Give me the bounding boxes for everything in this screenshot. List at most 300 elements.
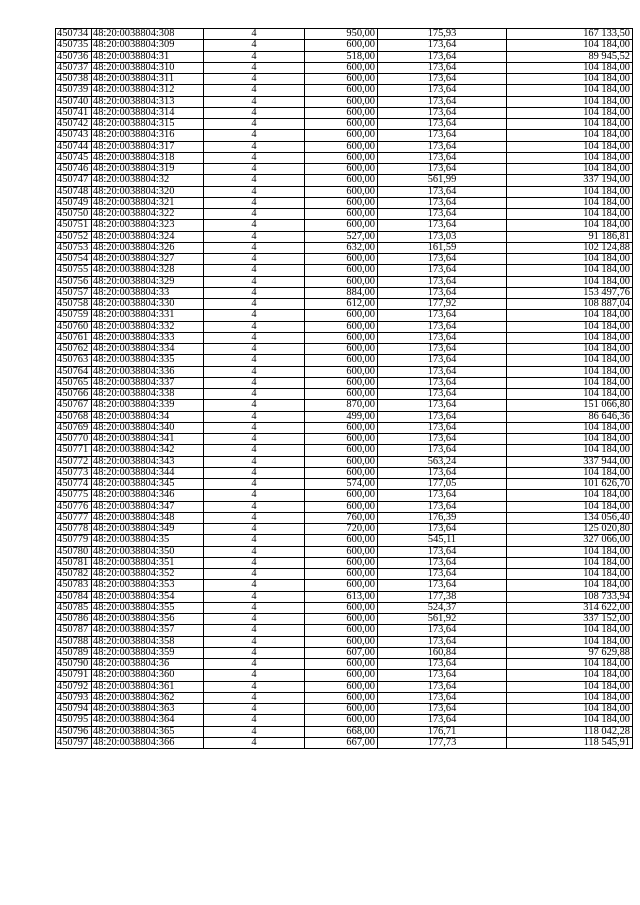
rate-cell: 173,64 <box>378 107 507 118</box>
category-cell: 4 <box>204 220 305 231</box>
row-number-cell: 450796 <box>56 726 92 737</box>
table-row <box>56 490 633 501</box>
value-cell: 134 056,40 <box>507 512 633 523</box>
cadastral-number-cell: 48:20:0038804:315 <box>92 119 204 130</box>
row-number-cell: 450784 <box>56 591 92 602</box>
value-cell: 104 184,00 <box>507 557 633 568</box>
value-cell: 104 184,00 <box>507 659 633 670</box>
rate-cell: 173,64 <box>378 546 507 557</box>
category-cell: 4 <box>204 389 305 400</box>
category-cell: 4 <box>204 546 305 557</box>
area-cell: 600,00 <box>305 40 378 51</box>
row-number-cell: 450764 <box>56 366 92 377</box>
value-cell: 104 184,00 <box>507 74 633 85</box>
table-row <box>56 62 633 73</box>
cadastral-number-cell: 48:20:0038804:313 <box>92 96 204 107</box>
cadastral-number-cell: 48:20:0038804:309 <box>92 40 204 51</box>
cadastral-number-cell: 48:20:0038804:366 <box>92 737 204 748</box>
category-cell: 4 <box>204 535 305 546</box>
rate-cell: 173,64 <box>378 524 507 535</box>
row-number-cell: 450740 <box>56 96 92 107</box>
rate-cell: 173,64 <box>378 209 507 220</box>
row-number-cell: 450749 <box>56 197 92 208</box>
row-number-cell: 450765 <box>56 377 92 388</box>
category-cell: 4 <box>204 479 305 490</box>
category-cell: 4 <box>204 580 305 591</box>
row-number-cell: 450767 <box>56 400 92 411</box>
category-cell: 4 <box>204 119 305 130</box>
row-number-cell: 450797 <box>56 737 92 748</box>
cadastral-number-cell: 48:20:0038804:363 <box>92 704 204 715</box>
cadastral-number-cell: 48:20:0038804:348 <box>92 512 204 523</box>
cadastral-number-cell: 48:20:0038804:33 <box>92 287 204 298</box>
rate-cell: 173,64 <box>378 715 507 726</box>
value-cell: 104 184,00 <box>507 490 633 501</box>
area-cell: 600,00 <box>305 119 378 130</box>
category-cell: 4 <box>204 670 305 681</box>
row-number-cell: 450737 <box>56 62 92 73</box>
rate-cell: 173,64 <box>378 377 507 388</box>
table-row <box>56 85 633 96</box>
row-number-cell: 450787 <box>56 625 92 636</box>
area-cell: 600,00 <box>305 557 378 568</box>
category-cell: 4 <box>204 411 305 422</box>
area-cell: 600,00 <box>305 355 378 366</box>
category-cell: 4 <box>204 186 305 197</box>
table-row <box>56 422 633 433</box>
category-cell: 4 <box>204 29 305 40</box>
area-cell: 600,00 <box>305 96 378 107</box>
row-number-cell: 450741 <box>56 107 92 118</box>
cadastral-number-cell: 48:20:0038804:355 <box>92 602 204 613</box>
table-row <box>56 715 633 726</box>
area-cell: 632,00 <box>305 242 378 253</box>
area-cell: 870,00 <box>305 400 378 411</box>
table-row <box>56 51 633 62</box>
cadastral-number-cell: 48:20:0038804:352 <box>92 569 204 580</box>
rate-cell: 173,64 <box>378 569 507 580</box>
area-cell: 612,00 <box>305 299 378 310</box>
row-number-cell: 450735 <box>56 40 92 51</box>
row-number-cell: 450777 <box>56 512 92 523</box>
category-cell: 4 <box>204 197 305 208</box>
category-cell: 4 <box>204 501 305 512</box>
table-row <box>56 670 633 681</box>
table-row <box>56 209 633 220</box>
cadastral-number-cell: 48:20:0038804:323 <box>92 220 204 231</box>
area-cell: 600,00 <box>305 276 378 287</box>
value-cell: 151 066,80 <box>507 400 633 411</box>
category-cell: 4 <box>204 265 305 276</box>
area-cell: 600,00 <box>305 107 378 118</box>
value-cell: 104 184,00 <box>507 580 633 591</box>
rate-cell: 173,64 <box>378 220 507 231</box>
area-cell: 668,00 <box>305 726 378 737</box>
value-cell: 104 184,00 <box>507 636 633 647</box>
cadastral-number-cell: 48:20:0038804:327 <box>92 254 204 265</box>
value-cell: 108 887,04 <box>507 299 633 310</box>
rate-cell: 173,64 <box>378 141 507 152</box>
cadastral-number-cell: 48:20:0038804:329 <box>92 276 204 287</box>
row-number-cell: 450788 <box>56 636 92 647</box>
cadastral-number-cell: 48:20:0038804:32 <box>92 175 204 186</box>
row-number-cell: 450760 <box>56 321 92 332</box>
rate-cell: 173,64 <box>378 411 507 422</box>
value-cell: 104 184,00 <box>507 681 633 692</box>
table-row <box>56 265 633 276</box>
area-cell: 600,00 <box>305 445 378 456</box>
row-number-cell: 450756 <box>56 276 92 287</box>
row-number-cell: 450793 <box>56 692 92 703</box>
row-number-cell: 450753 <box>56 242 92 253</box>
row-number-cell: 450747 <box>56 175 92 186</box>
category-cell: 4 <box>204 242 305 253</box>
table-row <box>56 242 633 253</box>
category-cell: 4 <box>204 377 305 388</box>
rate-cell: 173,64 <box>378 355 507 366</box>
table-row <box>56 231 633 242</box>
cadastral-number-cell: 48:20:0038804:310 <box>92 62 204 73</box>
category-cell: 4 <box>204 62 305 73</box>
value-cell: 104 184,00 <box>507 197 633 208</box>
rate-cell: 160,84 <box>378 647 507 658</box>
row-number-cell: 450744 <box>56 141 92 152</box>
rate-cell: 173,64 <box>378 164 507 175</box>
value-cell: 104 184,00 <box>507 625 633 636</box>
rate-cell: 173,64 <box>378 119 507 130</box>
cadastral-number-cell: 48:20:0038804:334 <box>92 344 204 355</box>
category-cell: 4 <box>204 344 305 355</box>
row-number-cell: 450738 <box>56 74 92 85</box>
area-cell: 600,00 <box>305 389 378 400</box>
row-number-cell: 450769 <box>56 422 92 433</box>
rate-cell: 161,59 <box>378 242 507 253</box>
rate-cell: 545,11 <box>378 535 507 546</box>
table-row <box>56 647 633 658</box>
category-cell: 4 <box>204 467 305 478</box>
category-cell: 4 <box>204 366 305 377</box>
area-cell: 600,00 <box>305 321 378 332</box>
row-number-cell: 450776 <box>56 501 92 512</box>
category-cell: 4 <box>204 726 305 737</box>
table-row <box>56 287 633 298</box>
rate-cell: 173,64 <box>378 197 507 208</box>
row-number-cell: 450754 <box>56 254 92 265</box>
value-cell: 104 184,00 <box>507 366 633 377</box>
table-row <box>56 186 633 197</box>
row-number-cell: 450739 <box>56 85 92 96</box>
category-cell: 4 <box>204 51 305 62</box>
area-cell: 600,00 <box>305 152 378 163</box>
row-number-cell: 450736 <box>56 51 92 62</box>
cadastral-number-cell: 48:20:0038804:320 <box>92 186 204 197</box>
category-cell: 4 <box>204 152 305 163</box>
cadastral-number-cell: 48:20:0038804:312 <box>92 85 204 96</box>
category-cell: 4 <box>204 74 305 85</box>
cadastral-number-cell: 48:20:0038804:354 <box>92 591 204 602</box>
cadastral-number-cell: 48:20:0038804:338 <box>92 389 204 400</box>
rate-cell: 173,64 <box>378 344 507 355</box>
row-number-cell: 450779 <box>56 535 92 546</box>
rate-cell: 561,99 <box>378 175 507 186</box>
value-cell: 104 184,00 <box>507 85 633 96</box>
category-cell: 4 <box>204 164 305 175</box>
value-cell: 104 184,00 <box>507 377 633 388</box>
value-cell: 101 626,70 <box>507 479 633 490</box>
table-row <box>56 310 633 321</box>
table-row <box>56 535 633 546</box>
category-cell: 4 <box>204 254 305 265</box>
table-row <box>56 580 633 591</box>
rate-cell: 173,64 <box>378 704 507 715</box>
area-cell: 600,00 <box>305 186 378 197</box>
cadastral-number-cell: 48:20:0038804:326 <box>92 242 204 253</box>
rate-cell: 177,05 <box>378 479 507 490</box>
table-row <box>56 152 633 163</box>
area-cell: 600,00 <box>305 704 378 715</box>
area-cell: 600,00 <box>305 659 378 670</box>
value-cell: 104 184,00 <box>507 389 633 400</box>
row-number-cell: 450785 <box>56 602 92 613</box>
area-cell: 613,00 <box>305 591 378 602</box>
table-row <box>56 467 633 478</box>
value-cell: 104 184,00 <box>507 310 633 321</box>
category-cell: 4 <box>204 557 305 568</box>
value-cell: 104 184,00 <box>507 546 633 557</box>
rate-cell: 177,73 <box>378 737 507 748</box>
category-cell: 4 <box>204 659 305 670</box>
rate-cell: 563,24 <box>378 456 507 467</box>
area-cell: 600,00 <box>305 130 378 141</box>
cadastral-number-cell: 48:20:0038804:361 <box>92 681 204 692</box>
table-row <box>56 321 633 332</box>
rate-cell: 177,92 <box>378 299 507 310</box>
cadastral-number-cell: 48:20:0038804:317 <box>92 141 204 152</box>
cadastral-number-cell: 48:20:0038804:332 <box>92 321 204 332</box>
row-number-cell: 450775 <box>56 490 92 501</box>
category-cell: 4 <box>204 310 305 321</box>
rate-cell: 173,64 <box>378 434 507 445</box>
cadastral-number-cell: 48:20:0038804:365 <box>92 726 204 737</box>
area-cell: 600,00 <box>305 310 378 321</box>
cadastral-number-cell: 48:20:0038804:345 <box>92 479 204 490</box>
rate-cell: 173,64 <box>378 501 507 512</box>
row-number-cell: 450743 <box>56 130 92 141</box>
category-cell: 4 <box>204 614 305 625</box>
value-cell: 102 124,88 <box>507 242 633 253</box>
row-number-cell: 450763 <box>56 355 92 366</box>
category-cell: 4 <box>204 569 305 580</box>
cadastral-number-cell: 48:20:0038804:357 <box>92 625 204 636</box>
rate-cell: 176,39 <box>378 512 507 523</box>
area-cell: 600,00 <box>305 254 378 265</box>
cadastral-number-cell: 48:20:0038804:35 <box>92 535 204 546</box>
category-cell: 4 <box>204 681 305 692</box>
category-cell: 4 <box>204 332 305 343</box>
area-cell: 600,00 <box>305 569 378 580</box>
value-cell: 118 545,91 <box>507 737 633 748</box>
area-cell: 600,00 <box>305 467 378 478</box>
value-cell: 104 184,00 <box>507 254 633 265</box>
cadastral-number-cell: 48:20:0038804:324 <box>92 231 204 242</box>
row-number-cell: 450768 <box>56 411 92 422</box>
rate-cell: 173,64 <box>378 659 507 670</box>
area-cell: 600,00 <box>305 692 378 703</box>
table-row <box>56 625 633 636</box>
rate-cell: 524,37 <box>378 602 507 613</box>
value-cell: 104 184,00 <box>507 119 633 130</box>
category-cell: 4 <box>204 96 305 107</box>
row-number-cell: 450774 <box>56 479 92 490</box>
area-cell: 600,00 <box>305 164 378 175</box>
value-cell: 104 184,00 <box>507 344 633 355</box>
area-cell: 600,00 <box>305 209 378 220</box>
value-cell: 104 184,00 <box>507 355 633 366</box>
table-row <box>56 546 633 557</box>
category-cell: 4 <box>204 737 305 748</box>
area-cell: 600,00 <box>305 636 378 647</box>
rate-cell: 173,64 <box>378 152 507 163</box>
value-cell: 108 733,94 <box>507 591 633 602</box>
category-cell: 4 <box>204 692 305 703</box>
row-number-cell: 450750 <box>56 209 92 220</box>
value-cell: 104 184,00 <box>507 704 633 715</box>
row-number-cell: 450745 <box>56 152 92 163</box>
value-cell: 104 184,00 <box>507 220 633 231</box>
rate-cell: 173,64 <box>378 96 507 107</box>
value-cell: 104 184,00 <box>507 152 633 163</box>
category-cell: 4 <box>204 422 305 433</box>
value-cell: 118 042,28 <box>507 726 633 737</box>
cadastral-number-cell: 48:20:0038804:336 <box>92 366 204 377</box>
cadastral-number-cell: 48:20:0038804:342 <box>92 445 204 456</box>
rate-cell: 177,38 <box>378 591 507 602</box>
cadastral-number-cell: 48:20:0038804:314 <box>92 107 204 118</box>
category-cell: 4 <box>204 400 305 411</box>
row-number-cell: 450786 <box>56 614 92 625</box>
row-number-cell: 450757 <box>56 287 92 298</box>
cadastral-number-cell: 48:20:0038804:364 <box>92 715 204 726</box>
category-cell: 4 <box>204 209 305 220</box>
cadastral-number-cell: 48:20:0038804:308 <box>92 29 204 40</box>
row-number-cell: 450791 <box>56 670 92 681</box>
row-number-cell: 450759 <box>56 310 92 321</box>
area-cell: 667,00 <box>305 737 378 748</box>
row-number-cell: 450773 <box>56 467 92 478</box>
value-cell: 167 133,50 <box>507 29 633 40</box>
category-cell: 4 <box>204 456 305 467</box>
rate-cell: 173,64 <box>378 40 507 51</box>
table-row <box>56 479 633 490</box>
table-row <box>56 40 633 51</box>
row-number-cell: 450780 <box>56 546 92 557</box>
table-row <box>56 557 633 568</box>
category-cell: 4 <box>204 647 305 658</box>
value-cell: 104 184,00 <box>507 96 633 107</box>
area-cell: 600,00 <box>305 422 378 433</box>
table-row <box>56 411 633 422</box>
area-cell: 600,00 <box>305 501 378 512</box>
row-number-cell: 450782 <box>56 569 92 580</box>
rate-cell: 173,64 <box>378 62 507 73</box>
rate-cell: 173,64 <box>378 332 507 343</box>
value-cell: 337 152,00 <box>507 614 633 625</box>
value-cell: 104 184,00 <box>507 107 633 118</box>
value-cell: 104 184,00 <box>507 569 633 580</box>
category-cell: 4 <box>204 231 305 242</box>
rate-cell: 173,64 <box>378 276 507 287</box>
table-row <box>56 737 633 748</box>
area-cell: 600,00 <box>305 141 378 152</box>
cadastral-number-cell: 48:20:0038804:328 <box>92 265 204 276</box>
value-cell: 89 945,52 <box>507 51 633 62</box>
rate-cell: 173,64 <box>378 366 507 377</box>
row-number-cell: 450766 <box>56 389 92 400</box>
value-cell: 104 184,00 <box>507 445 633 456</box>
table-row <box>56 254 633 265</box>
category-cell: 4 <box>204 715 305 726</box>
rate-cell: 173,64 <box>378 130 507 141</box>
category-cell: 4 <box>204 434 305 445</box>
value-cell: 104 184,00 <box>507 434 633 445</box>
table-row <box>56 445 633 456</box>
cadastral-number-cell: 48:20:0038804:349 <box>92 524 204 535</box>
area-cell: 600,00 <box>305 490 378 501</box>
area-cell: 600,00 <box>305 580 378 591</box>
row-number-cell: 450792 <box>56 681 92 692</box>
area-cell: 600,00 <box>305 265 378 276</box>
category-cell: 4 <box>204 321 305 332</box>
cadastral-number-cell: 48:20:0038804:339 <box>92 400 204 411</box>
category-cell: 4 <box>204 591 305 602</box>
value-cell: 104 184,00 <box>507 422 633 433</box>
row-number-cell: 450742 <box>56 119 92 130</box>
area-cell: 600,00 <box>305 546 378 557</box>
category-cell: 4 <box>204 141 305 152</box>
rate-cell: 173,64 <box>378 51 507 62</box>
table-row <box>56 119 633 130</box>
value-cell: 125 020,80 <box>507 524 633 535</box>
cadastral-number-cell: 48:20:0038804:347 <box>92 501 204 512</box>
category-cell: 4 <box>204 107 305 118</box>
area-cell: 600,00 <box>305 366 378 377</box>
row-number-cell: 450772 <box>56 456 92 467</box>
area-cell: 600,00 <box>305 220 378 231</box>
area-cell: 607,00 <box>305 647 378 658</box>
table-row <box>56 276 633 287</box>
rate-cell: 175,93 <box>378 29 507 40</box>
row-number-cell: 450762 <box>56 344 92 355</box>
row-number-cell: 450770 <box>56 434 92 445</box>
table-row <box>56 74 633 85</box>
area-cell: 527,00 <box>305 231 378 242</box>
value-cell: 337 194,00 <box>507 175 633 186</box>
category-cell: 4 <box>204 85 305 96</box>
value-cell: 104 184,00 <box>507 130 633 141</box>
cadastral-number-cell: 48:20:0038804:322 <box>92 209 204 220</box>
area-cell: 600,00 <box>305 197 378 208</box>
table-row <box>56 389 633 400</box>
row-number-cell: 450752 <box>56 231 92 242</box>
cadastral-number-cell: 48:20:0038804:316 <box>92 130 204 141</box>
value-cell: 86 646,36 <box>507 411 633 422</box>
value-cell: 104 184,00 <box>507 321 633 332</box>
cadastral-number-cell: 48:20:0038804:351 <box>92 557 204 568</box>
table-row <box>56 726 633 737</box>
area-cell: 600,00 <box>305 670 378 681</box>
row-number-cell: 450748 <box>56 186 92 197</box>
table-row <box>56 569 633 580</box>
